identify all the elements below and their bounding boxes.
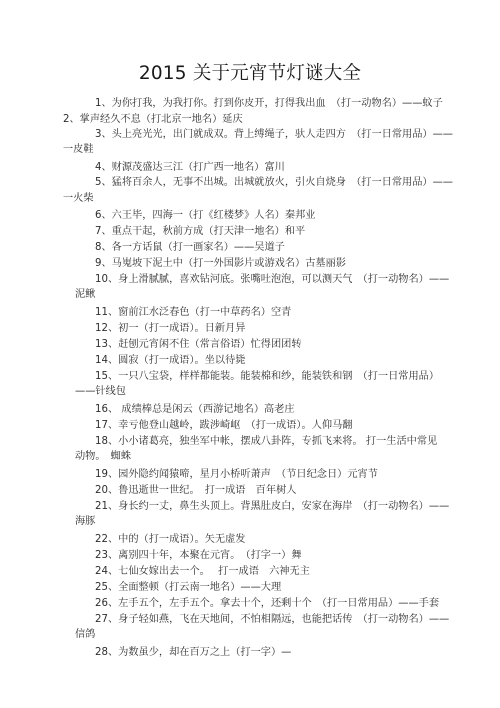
riddle-line: 22、中的（打一成语）。矢无虚发 [95,534,246,545]
riddle-line: 27、身子轻如燕，飞在天地间，不怕相隔远，也能把话传 （打一动物名）—— [95,614,450,625]
riddle-line: 11、窗前江水泛春色（打一中草药名）空青 [95,307,292,318]
riddle-line: 3、头上亮光光，出门就成双。背上缚绳子，驮人走四方 （打一日常用品）—— [95,129,453,140]
riddle-line: 海豚 [75,516,96,527]
riddle-line: 23、离别四十年，本聚在元宵。 （打字一）舞 [95,550,302,561]
riddle-line: 24、七仙女嫁出去一个。 打一成语 六神无主 [95,566,310,577]
riddle-line: 25、全面整顿（打云南一地名）——大理 [95,582,282,593]
riddle-line: 动物。 蜘蛛 [75,451,132,462]
riddle-line: 信鸽 [75,629,96,640]
riddle-line: 泥鳅 [75,289,96,300]
riddle-line: 28、为数虽少，却在百万之上（打一字）— [95,647,292,658]
riddle-line: 18、小小诸葛亮，独坐军中帐，摆成八卦阵，专抓飞来将。 打一生活中常见 [95,436,438,447]
riddle-line: 21、身长约一丈，鼻生头顶上。背黑肚皮白，安家在海岸 （打一动物名）—— [95,501,450,512]
riddle-line: 一火柴 [63,193,94,204]
riddle-line: 16、 成绩棒总是闲云（西游记地名）高老庄 [95,404,295,415]
riddle-line: 15、一只八宝袋，样样都能装。能装棉和纱，能装铁和钢 （打一日常用品） [95,371,440,382]
riddle-line: 13、赶刨元宵闲不住（常言俗语）忙得团团转 [95,339,302,350]
riddle-line: 6、六王毕，四海一（打《红楼梦》人名）秦邦业 [95,210,316,221]
riddle-line: 4、财源茂盛达三江（打广西一地名）富川 [95,162,285,173]
riddle-line: 20、鲁迅逝世一世纪。 打一成语 百年树人 [95,485,297,496]
riddle-line: 19、园外隐约闻猿啼，星月小桥听萧声 （节日纪念日）元宵节 [95,469,378,480]
riddle-line: 5、猛将百余人，无事不出城。出城就放火，引火自烧身 （打一日常用品）—— [95,177,453,188]
page-title: 2015 关于元宵节灯谜大全 [138,63,362,84]
riddle-line: 一皮鞋 [63,144,94,155]
riddle-line: 2、掌声经久不息（打北京一地名）延庆 [63,114,243,125]
riddle-line: 14、圆寂（打一成语）。坐以待毙 [95,355,246,366]
riddle-line: 7、重点干起，秋前方成（打天津一地名）和平 [95,226,306,237]
riddle-line: ——针线包 [75,386,126,397]
riddle-line: 26、左手五个，左手五个。拿去十个，还剩十个 （打一日常用品）——手套 [95,598,440,609]
riddle-line: 9、马嵬坡下泥土中（打一外国影片或游戏名）古墓丽影 [95,258,346,269]
riddle-line: 10、身上滑腻腻，喜欢钻河底。张嘴吐泡泡，可以测天气 （打一动物名）—— [95,274,450,285]
riddle-line: 17、幸亏他登山越岭，跋涉崎岖 （打一成语）。人仰马翻 [95,420,353,431]
riddle-line: 8、各一方话鼠（打一画家名）——吴道子 [95,242,285,253]
riddle-line: 1、为你打我，为我打你。打到你皮开，打得我出血 （打一动物名）——蚊子 [95,98,443,109]
riddle-line: 12、初一（打一成语）。日新月异 [95,323,246,334]
